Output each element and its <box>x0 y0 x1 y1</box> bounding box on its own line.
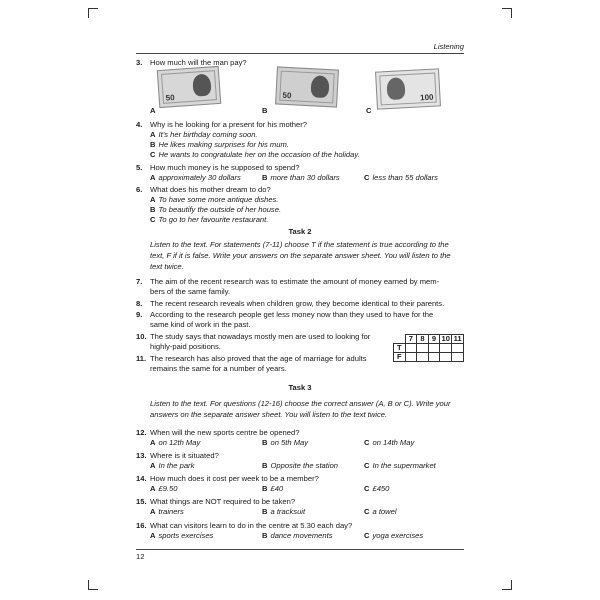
question-text: How much will the man pay? <box>150 58 247 67</box>
question-number: 13. <box>136 451 147 460</box>
banknote-image-c: 100 <box>375 68 441 109</box>
statement-text: The recent research reveals when children grow, they become identical to their parents. <box>150 299 445 308</box>
answer-option: A To have some more antique dishes. <box>150 195 279 204</box>
question-number: 14. <box>136 474 147 483</box>
answer-option: C He wants to congratulate her on the occasion of the holiday. <box>150 150 360 159</box>
answer-option: A In the park <box>150 461 195 470</box>
crop-mark <box>88 8 89 18</box>
grid-cell[interactable] <box>452 353 464 362</box>
statement-text: The aim of the recent research was to estimate the amount of money earned by mem- <box>150 277 440 286</box>
answer-option: B on 5th May <box>262 438 309 447</box>
crop-mark <box>88 589 98 590</box>
banknote-image-b: 50 <box>275 66 339 107</box>
statement-text: According to the research people get less money now than they used to have for the <box>150 310 434 319</box>
header-rule <box>136 53 464 54</box>
statement-text: highly-paid positions. <box>150 342 221 351</box>
answer-option: B more than 30 dollars <box>262 173 340 182</box>
answer-option: B a tracksuit <box>262 507 306 516</box>
grid-cell[interactable] <box>417 344 429 353</box>
statement-text: remains the same for a number of years. <box>150 364 287 373</box>
answer-option: C £450 <box>364 484 390 493</box>
statement-number: 7. <box>136 277 143 286</box>
answer-option: A £9.50 <box>150 484 178 493</box>
grid-column-header: 9 <box>428 335 440 344</box>
statement-number: 9. <box>136 310 143 319</box>
crop-mark <box>502 589 512 590</box>
statement-text: The research has also proved that the age of marriage for adults <box>150 354 367 363</box>
statement-text: bers of the same family. <box>150 287 231 296</box>
option-letter: B <box>262 106 268 115</box>
answer-option: C In the supermarket <box>364 461 436 470</box>
grid-cell[interactable] <box>405 344 417 353</box>
task-2-instruction-line: Listen to the text. For statements (7-11) choose T if the statement is true according to the <box>150 240 449 249</box>
statement-number: 11. <box>136 354 147 363</box>
question-number: 5. <box>136 163 143 172</box>
answer-option: C To go to her favourite restaurant. <box>150 215 269 224</box>
grid-cell[interactable] <box>440 344 452 353</box>
answer-option: B He likes making surprises for his mum. <box>150 140 289 149</box>
grid-row-header: F <box>394 353 406 362</box>
question-text: What can visitors learn to do in the centre at 5.30 each day? <box>150 521 353 530</box>
banknote-image-a: 50 <box>157 66 221 108</box>
statement-number: 10. <box>136 332 147 341</box>
grid-cell[interactable] <box>440 353 452 362</box>
question-number: 12. <box>136 428 147 437</box>
crop-mark <box>88 8 98 9</box>
statement-text: same kind of work in the past. <box>150 320 251 329</box>
document-page <box>136 0 464 600</box>
task-3-instruction-line: answers on the separate answer sheet. You will listen to the text twice. <box>150 410 388 419</box>
grid-cell[interactable] <box>428 344 440 353</box>
grid-cell[interactable] <box>452 344 464 353</box>
answer-option: C yoga exercises <box>364 531 424 540</box>
footer-rule <box>136 549 464 550</box>
question-number: 15. <box>136 497 147 506</box>
task-2-instruction-line: text twice. <box>150 262 184 271</box>
question-text: How much does it cost per week to be a member? <box>150 474 319 483</box>
grid-column-header: 10 <box>441 334 450 343</box>
answer-option: A approximately 30 dollars <box>150 173 241 182</box>
answer-option: B dance movements <box>262 531 333 540</box>
answer-option: C on 14th May <box>364 438 415 447</box>
grid-row-header: T <box>394 344 406 353</box>
task-2-instruction-line: text, F if it is false. Write your answers on the separate answer sheet. You will listen to the <box>150 251 451 260</box>
grid-column-header: 11 <box>453 334 462 343</box>
question-text: Where is it situated? <box>150 451 219 460</box>
option-letter: A <box>150 106 156 115</box>
question-text: When will the new sports centre be opened? <box>150 428 300 437</box>
grid-cell[interactable] <box>417 353 429 362</box>
answer-option: A It’s her birthday coming soon. <box>150 130 258 139</box>
answer-option: B To beautify the outside of her house. <box>150 205 282 214</box>
true-false-answer-grid <box>393 334 464 362</box>
grid-column-header: 8 <box>417 335 429 344</box>
crop-mark <box>511 8 512 18</box>
grid-column-header: 7 <box>405 335 417 344</box>
section-label: Listening <box>433 42 464 51</box>
question-number: 4. <box>136 120 143 129</box>
statement-number: 8. <box>136 299 143 308</box>
question-text: What things are NOT required to be taken? <box>150 497 296 506</box>
task-2-title: Task 2 <box>288 227 312 236</box>
crop-mark <box>502 8 512 9</box>
answer-option: A sports exercises <box>150 531 214 540</box>
answer-option: B £40 <box>262 484 284 493</box>
answer-option: A on 12th May <box>150 438 201 447</box>
question-number: 6. <box>136 185 143 194</box>
grid-cell[interactable] <box>428 353 440 362</box>
question-number: 3. <box>136 58 143 67</box>
statement-text: The study says that nowadays mostly men are used to looking for <box>150 332 371 341</box>
answer-option: C a towel <box>364 507 397 516</box>
task-3-instruction-line: Listen to the text. For questions (12-16) choose the correct answer (A, B or C). Write your <box>150 399 451 408</box>
question-number: 16. <box>136 521 147 530</box>
question-text: Why is he looking for a present for his mother? <box>150 120 308 129</box>
answer-option: B Opposite the station <box>262 461 339 470</box>
grid-cell[interactable] <box>405 353 417 362</box>
task-3-title: Task 3 <box>288 383 312 392</box>
question-text: How much money is he supposed to spend? <box>150 163 300 172</box>
answer-option: C less than 55 dollars <box>364 173 438 182</box>
option-letter: C <box>366 106 372 115</box>
answer-option: A trainers <box>150 507 184 516</box>
page-number: 12 <box>136 552 145 561</box>
question-text: What does his mother dream to do? <box>150 185 271 194</box>
